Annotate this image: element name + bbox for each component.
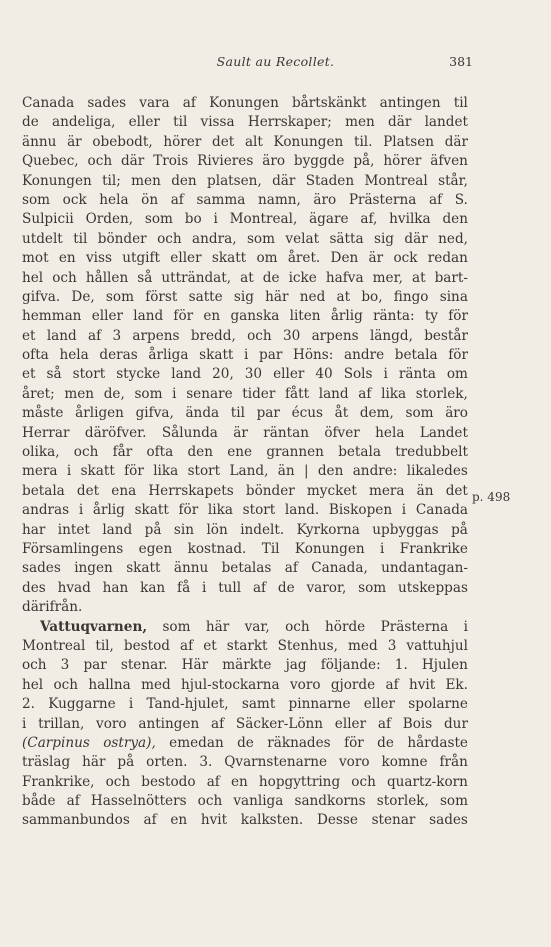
text-line: både af Hasselnötters och vanliga sandkorns storlek, som [22,793,468,810]
text-line: (Carpinus ostrya), emedan de räknades för de hårdaste [22,734,468,751]
text-line: i trillan, voro antingen af Säcker-Lönn eller af Bois dur [22,715,468,732]
text-line: betala det ena Herrskapets bönder mycket mera än det [22,482,468,499]
page-number: 381 [449,54,473,69]
body-text [22,94,468,831]
text-line: som ock hela ön af samma namn, äro Prästerna af S. [22,191,468,208]
text-line: Quebec, och där Trois Rivieres äro byggde på, hörer äfven [22,153,468,170]
text-line: et så stort stycke land 20, 30 eller 40 Sols i ränta om [22,366,468,383]
text-line: Montreal til, bestod af et starkt Stenhus, med 3 vattuhjul [22,637,468,654]
text-line: olika, och får ofta den ene grannen betala tredubbelt [22,444,468,461]
text-line: sades ingen skatt ännu betalas af Canada, undantagan- [22,560,468,577]
page-header [0,54,551,72]
text-line: Församlingens egen kostnad. Til Konungen i Frankrike [22,540,468,557]
text-line: hel och hallna med hjul-stockarna voro gjorde af hvit Ek. [22,676,468,693]
text-line: des hvad han kan få i tull af de varor, som utskeppas [22,579,468,596]
text-line: ännu är obebodt, hörer det alt Konungen til. Platsen där [22,133,468,150]
text-line: året; men de, som i senare tider fått land af lika storlek, [22,385,468,402]
text-line: mera i skatt för lika stort Land, än | den andre: likaledes [22,463,468,480]
text-line: sammanbundos af en hvit kalksten. Desse stenar sades [22,812,468,829]
text-line: gifva. De, som först satte sig här ned at bo, fingo sina [22,288,468,305]
text-line: träslag här på orten. 3. Qvarnstenarne voro komne från [22,754,468,771]
text-line: hel och hållen så utträndat, at de icke hafva mer, at bart- [22,269,468,286]
text-line: Frankrike, och bestodo af en hopgyttring och quartz-korn [22,773,468,790]
text-line: och 3 par stenar. Här märkte jag följande: 1. Hjulen [22,657,468,674]
text-line: andras i årlig skatt för lika stort land. Biskopen i Canada [22,502,468,519]
text-line: Vattuqvarnen, som här var, och hörde Prästerna i [40,618,468,635]
text-line: måste årligen gifva, ända til par écus åt dem, som äro [22,405,468,422]
running-title: Sault au Recollet. [216,54,335,69]
text-line: har intet land på sin lön indelt. Kyrkorna upbyggas på [22,521,468,538]
text-line: 2. Kuggarne i Tand-hjulet, samt pinnarne eller spolarne [22,696,468,713]
text-line: därifrån. [22,599,83,616]
text-line: Herrar däröfver. Sålunda är räntan öfver hela Landet [22,424,468,441]
text-line: utdelt til bönder och andra, som velat sätta sig där ned, [22,230,468,247]
text-line: Canada sades vara af Konungen bårtskänkt antingen til [22,95,468,111]
text-line: hemman eller land för en ganska liten årlig ränta: ty för [22,308,468,325]
text-line: Konungen til; men den platsen, där Staden Montreal står, [22,172,468,189]
text-line: mot en viss utgift eller skatt om året. Den är ock redan [22,250,468,267]
text-line: ofta hela deras årliga skatt i par Höns: andre betala för [22,347,468,364]
text-line: de andeliga, eller til vissa Herrskaper; men där landet [22,114,468,131]
text-line: Sulpicii Orden, som bo i Montreal, ägare af, hvilka den [22,211,468,228]
margin-page-reference: p. 498 [472,490,511,504]
text-line: et land af 3 arpens bredd, och 30 arpens längd, består [22,327,468,344]
